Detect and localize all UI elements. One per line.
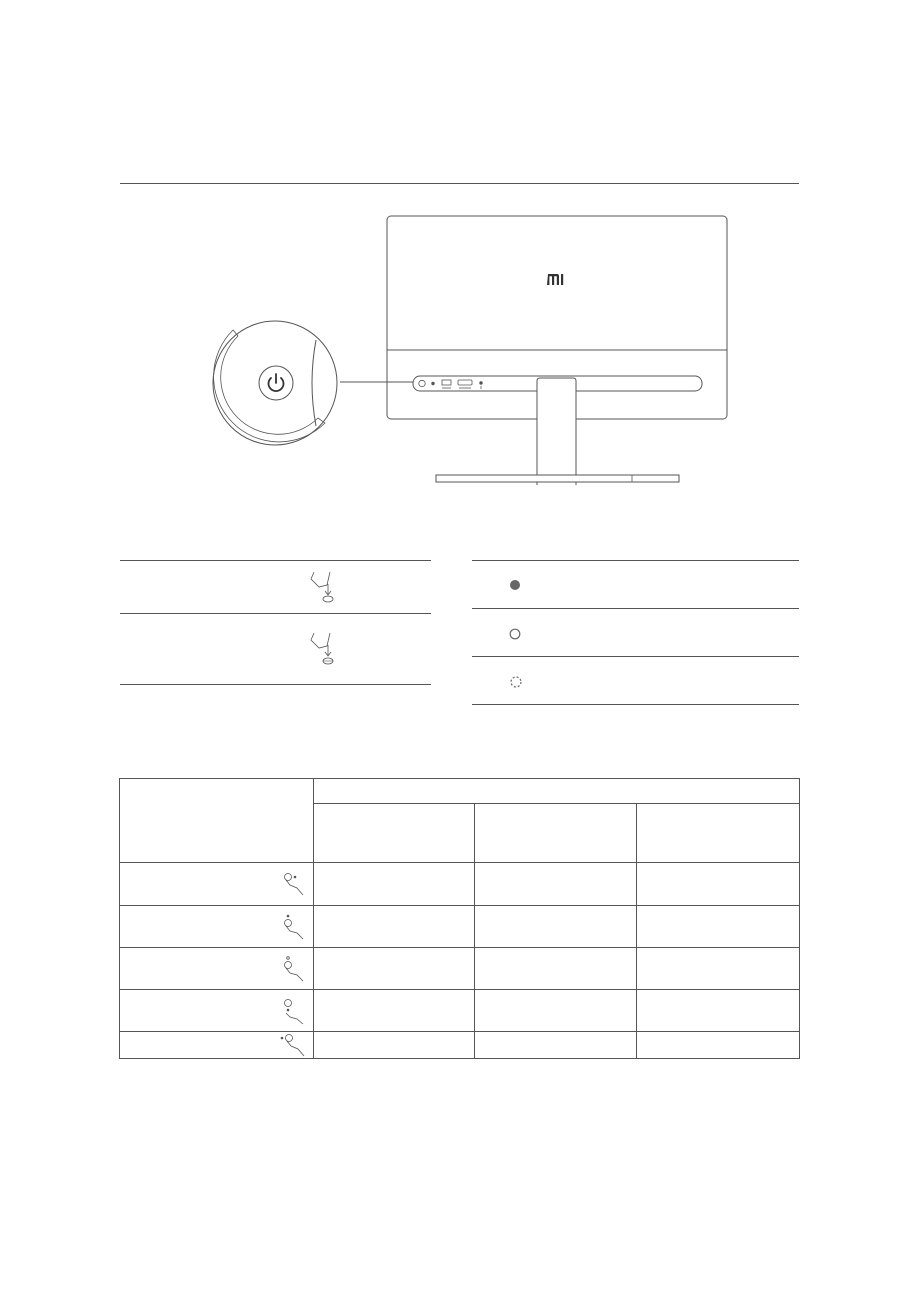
rule [120, 684, 431, 685]
header-cell-sub [475, 804, 637, 863]
table-cell [637, 1032, 800, 1059]
press-joystick-icon [309, 569, 339, 603]
joystick-left-icon [279, 1032, 305, 1058]
led-row-blinking [472, 657, 799, 705]
power-action-row-press [120, 560, 431, 613]
table-cell [475, 948, 637, 990]
table-cell [475, 863, 637, 906]
hollow-dot-icon [509, 628, 521, 640]
monitor-back-illustration [200, 205, 740, 495]
led-states-table [472, 560, 799, 706]
action-cell [120, 1032, 314, 1059]
action-cell [120, 990, 314, 1032]
joystick-up-icon [281, 913, 305, 941]
led-row-solid [472, 560, 799, 608]
table-cell [637, 990, 800, 1032]
table-cell [637, 863, 800, 906]
press-hold-joystick-icon [309, 630, 339, 666]
header-cell-sub [314, 804, 475, 863]
table-cell [314, 1032, 475, 1059]
table-row [120, 906, 800, 948]
joystick-up-icon [281, 955, 305, 983]
table-cell [637, 948, 800, 990]
table-cell [475, 990, 637, 1032]
joystick-down-icon [281, 997, 305, 1025]
zoom-callout [213, 321, 337, 445]
table-cell [314, 948, 475, 990]
joystick-right-icon [281, 870, 305, 898]
table-row [120, 863, 800, 906]
blinking-dot-icon [509, 675, 523, 689]
led-row-off [472, 609, 799, 657]
table-cell [314, 906, 475, 948]
table-row [120, 990, 800, 1032]
power-action-row-hold [120, 614, 431, 684]
header-cell-action [120, 779, 314, 863]
table-cell [475, 906, 637, 948]
table-cell [314, 863, 475, 906]
stand-neck [537, 378, 576, 485]
rule [472, 704, 799, 705]
table-row [120, 1032, 800, 1059]
header-cell-sub [637, 804, 800, 863]
table-cell [475, 1032, 637, 1059]
action-cell [120, 906, 314, 948]
table-row [120, 948, 800, 990]
solid-dot-icon [509, 579, 521, 591]
menu-operation-table [119, 778, 800, 1059]
power-actions-table [120, 560, 431, 686]
action-cell [120, 948, 314, 990]
action-cell [120, 863, 314, 906]
stand-base [436, 475, 679, 482]
table-cell [314, 990, 475, 1032]
table-cell [637, 906, 800, 948]
page-top-rule [120, 183, 799, 184]
header-cell-menu [314, 779, 800, 804]
